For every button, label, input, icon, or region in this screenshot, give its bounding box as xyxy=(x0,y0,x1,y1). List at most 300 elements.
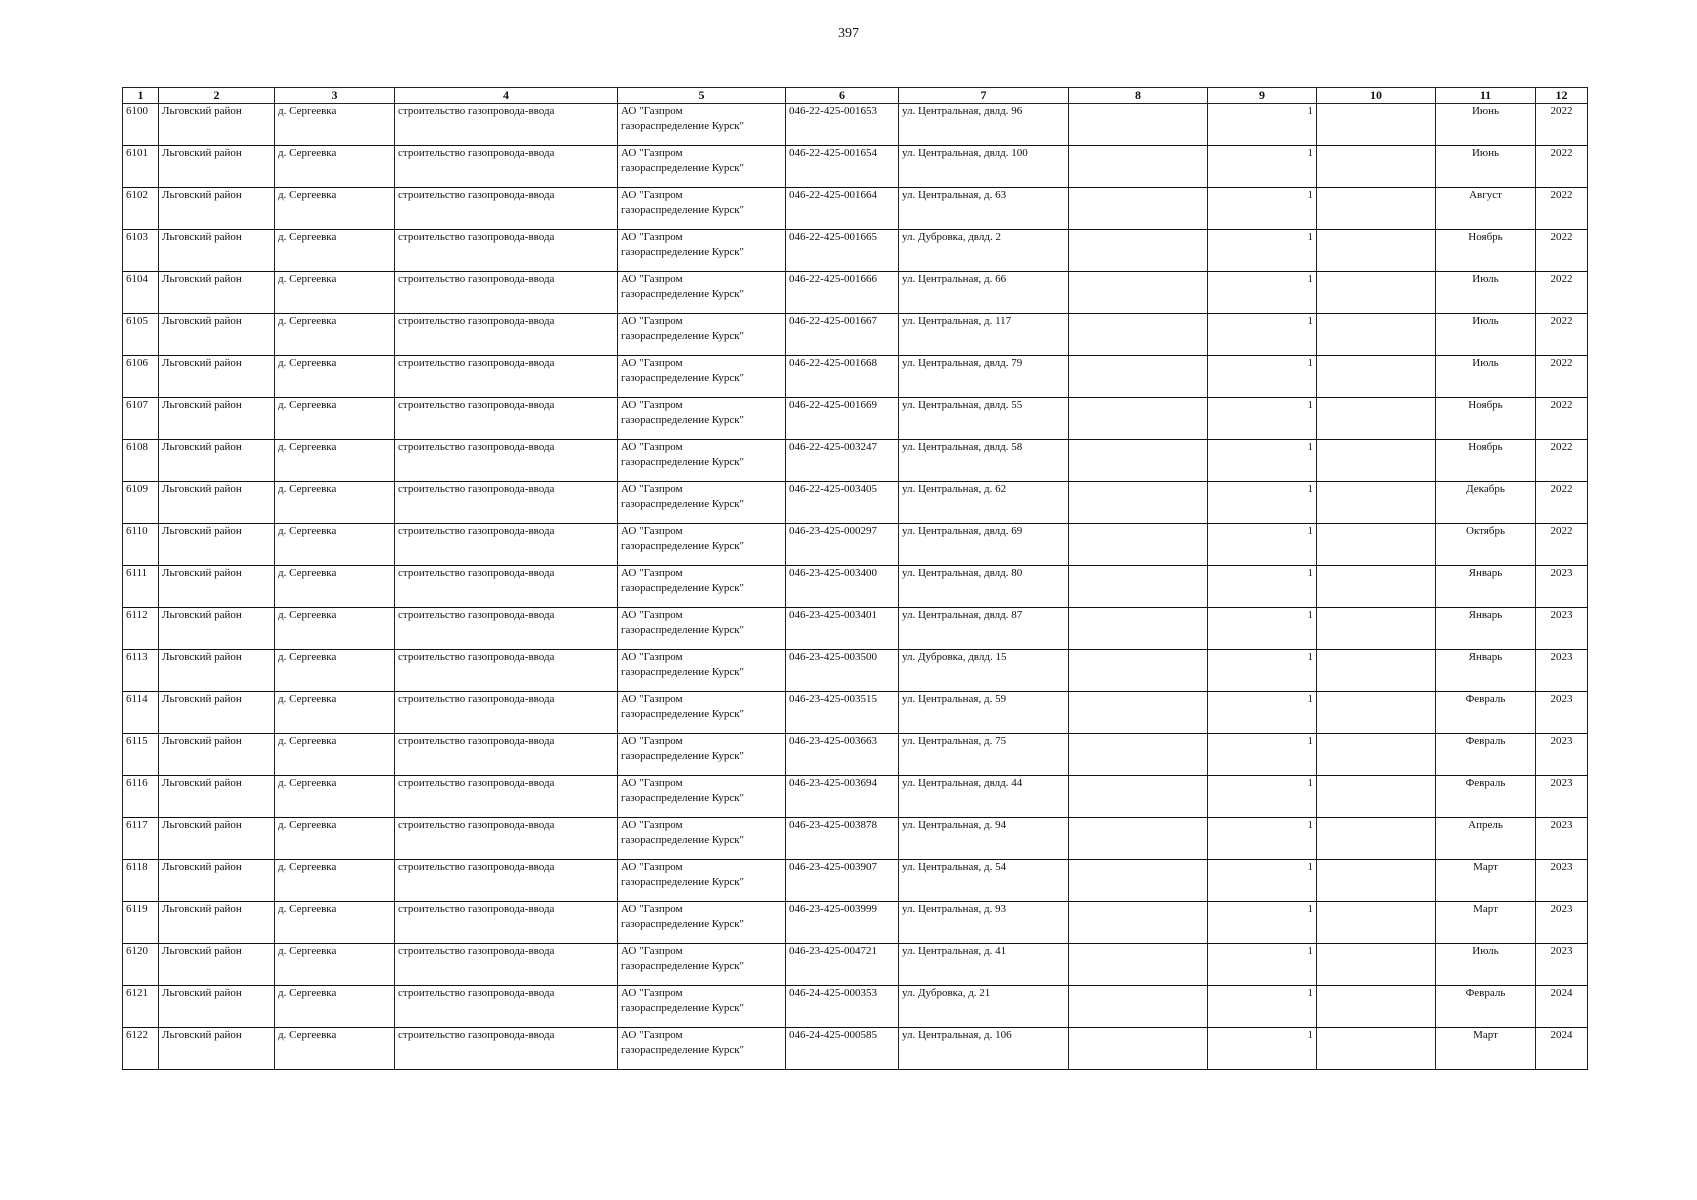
organization-line: газораспределение Курск" xyxy=(621,708,745,720)
object-code-cell: 046-23-425-003400 xyxy=(786,566,899,608)
object-code-cell: 046-22-425-001654 xyxy=(786,146,899,188)
locality-cell: д. Сергеевка xyxy=(275,398,395,440)
quantity-cell: 1 xyxy=(1208,860,1317,902)
column-10-cell xyxy=(1317,524,1436,566)
month-cell: Январь xyxy=(1436,608,1536,650)
locality-cell: д. Сергеевка xyxy=(275,944,395,986)
year-cell: 2022 xyxy=(1536,146,1588,188)
table-row xyxy=(123,902,1588,944)
column-10-cell xyxy=(1317,1028,1436,1070)
work-type-cell: строительство газопровода-ввода xyxy=(395,398,618,440)
work-type-cell: строительство газопровода-ввода xyxy=(395,986,618,1028)
row-number-cell: 6121 xyxy=(123,986,159,1028)
organization-line: АО "Газпром xyxy=(621,651,683,663)
column-10-cell xyxy=(1317,230,1436,272)
district-cell: Льговский район xyxy=(159,272,275,314)
month-cell: Ноябрь xyxy=(1436,440,1536,482)
table-row xyxy=(123,482,1588,524)
district-cell: Льговский район xyxy=(159,776,275,818)
quantity-cell: 1 xyxy=(1208,1028,1317,1070)
address-cell: ул. Центральная, двлд. 55 xyxy=(899,398,1069,440)
address-cell: ул. Центральная, д. 66 xyxy=(899,272,1069,314)
district-cell: Льговский район xyxy=(159,902,275,944)
month-cell: Ноябрь xyxy=(1436,398,1536,440)
organization-line: газораспределение Курск" xyxy=(621,414,745,426)
year-cell: 2024 xyxy=(1536,1028,1588,1070)
work-type-cell: строительство газопровода-ввода xyxy=(395,272,618,314)
quantity-cell: 1 xyxy=(1208,566,1317,608)
month-cell: Декабрь xyxy=(1436,482,1536,524)
organization-cell xyxy=(618,776,786,818)
table-row xyxy=(123,986,1588,1028)
year-cell: 2022 xyxy=(1536,356,1588,398)
object-code-cell: 046-23-425-003401 xyxy=(786,608,899,650)
column-8-cell xyxy=(1069,860,1208,902)
organization-cell xyxy=(618,230,786,272)
organization-line: газораспределение Курск" xyxy=(621,204,745,216)
organization-line: газораспределение Курск" xyxy=(621,372,745,384)
row-number-cell: 6119 xyxy=(123,902,159,944)
address-cell: ул. Центральная, д. 94 xyxy=(899,818,1069,860)
organization-line: газораспределение Курск" xyxy=(621,960,745,972)
table-row xyxy=(123,734,1588,776)
column-8-cell xyxy=(1069,734,1208,776)
row-number-cell: 6110 xyxy=(123,524,159,566)
organization-line: АО "Газпром xyxy=(621,861,683,873)
organization-line: АО "Газпром xyxy=(621,231,683,243)
organization-line: газораспределение Курск" xyxy=(621,834,745,846)
column-header: 4 xyxy=(395,88,618,104)
organization-line: АО "Газпром xyxy=(621,441,683,453)
organization-cell xyxy=(618,944,786,986)
column-10-cell xyxy=(1317,734,1436,776)
quantity-cell: 1 xyxy=(1208,650,1317,692)
table-row xyxy=(123,314,1588,356)
column-10-cell xyxy=(1317,692,1436,734)
month-cell: Январь xyxy=(1436,566,1536,608)
table-row xyxy=(123,440,1588,482)
organization-cell xyxy=(618,272,786,314)
work-type-cell: строительство газопровода-ввода xyxy=(395,608,618,650)
column-8-cell xyxy=(1069,650,1208,692)
organization-cell xyxy=(618,482,786,524)
district-cell: Льговский район xyxy=(159,398,275,440)
organization-line: газораспределение Курск" xyxy=(621,162,745,174)
address-cell: ул. Центральная, д. 117 xyxy=(899,314,1069,356)
district-cell: Льговский район xyxy=(159,860,275,902)
district-cell: Льговский район xyxy=(159,482,275,524)
address-cell: ул. Центральная, двлд. 79 xyxy=(899,356,1069,398)
month-cell: Март xyxy=(1436,1028,1536,1070)
district-cell: Льговский район xyxy=(159,314,275,356)
quantity-cell: 1 xyxy=(1208,314,1317,356)
row-number-cell: 6112 xyxy=(123,608,159,650)
object-code-cell: 046-22-425-003247 xyxy=(786,440,899,482)
organization-line: газораспределение Курск" xyxy=(621,1044,745,1056)
object-code-cell: 046-23-425-003500 xyxy=(786,650,899,692)
organization-line: АО "Газпром xyxy=(621,147,683,159)
district-cell: Льговский район xyxy=(159,440,275,482)
organization-line: АО "Газпром xyxy=(621,357,683,369)
locality-cell: д. Сергеевка xyxy=(275,608,395,650)
organization-line: АО "Газпром xyxy=(621,609,683,621)
object-code-cell: 046-23-425-003515 xyxy=(786,692,899,734)
organization-line: АО "Газпром xyxy=(621,903,683,915)
work-type-cell: строительство газопровода-ввода xyxy=(395,146,618,188)
organization-cell xyxy=(618,314,786,356)
column-10-cell xyxy=(1317,818,1436,860)
organization-line: АО "Газпром xyxy=(621,315,683,327)
organization-line: АО "Газпром xyxy=(621,777,683,789)
locality-cell: д. Сергеевка xyxy=(275,314,395,356)
month-cell: Февраль xyxy=(1436,776,1536,818)
month-cell: Апрель xyxy=(1436,818,1536,860)
object-code-cell: 046-23-425-000297 xyxy=(786,524,899,566)
district-cell: Льговский район xyxy=(159,566,275,608)
column-10-cell xyxy=(1317,356,1436,398)
register-table xyxy=(122,87,1588,1070)
object-code-cell: 046-22-425-001653 xyxy=(786,104,899,146)
row-number-cell: 6100 xyxy=(123,104,159,146)
quantity-cell: 1 xyxy=(1208,818,1317,860)
work-type-cell: строительство газопровода-ввода xyxy=(395,1028,618,1070)
organization-line: АО "Газпром xyxy=(621,189,683,201)
district-cell: Льговский район xyxy=(159,104,275,146)
row-number-cell: 6118 xyxy=(123,860,159,902)
column-8-cell xyxy=(1069,188,1208,230)
organization-cell xyxy=(618,356,786,398)
year-cell: 2023 xyxy=(1536,902,1588,944)
row-number-cell: 6101 xyxy=(123,146,159,188)
column-header: 9 xyxy=(1208,88,1317,104)
district-cell: Льговский район xyxy=(159,986,275,1028)
object-code-cell: 046-24-425-000585 xyxy=(786,1028,899,1070)
column-8-cell xyxy=(1069,356,1208,398)
district-cell: Льговский район xyxy=(159,944,275,986)
organization-line: газораспределение Курск" xyxy=(621,876,745,888)
year-cell: 2023 xyxy=(1536,734,1588,776)
work-type-cell: строительство газопровода-ввода xyxy=(395,230,618,272)
object-code-cell: 046-23-425-003694 xyxy=(786,776,899,818)
address-cell: ул. Центральная, д. 54 xyxy=(899,860,1069,902)
organization-line: газораспределение Курск" xyxy=(621,330,745,342)
work-type-cell: строительство газопровода-ввода xyxy=(395,188,618,230)
work-type-cell: строительство газопровода-ввода xyxy=(395,104,618,146)
row-number-cell: 6102 xyxy=(123,188,159,230)
column-8-cell xyxy=(1069,944,1208,986)
organization-line: АО "Газпром xyxy=(621,945,683,957)
object-code-cell: 046-23-425-003878 xyxy=(786,818,899,860)
table-row xyxy=(123,104,1588,146)
row-number-cell: 6103 xyxy=(123,230,159,272)
row-number-cell: 6117 xyxy=(123,818,159,860)
organization-line: газораспределение Курск" xyxy=(621,246,745,258)
work-type-cell: строительство газопровода-ввода xyxy=(395,776,618,818)
organization-line: газораспределение Курск" xyxy=(621,918,745,930)
object-code-cell: 046-22-425-001666 xyxy=(786,272,899,314)
table-row xyxy=(123,650,1588,692)
address-cell: ул. Центральная, д. 106 xyxy=(899,1028,1069,1070)
table-row xyxy=(123,188,1588,230)
work-type-cell: строительство газопровода-ввода xyxy=(395,356,618,398)
quantity-cell: 1 xyxy=(1208,440,1317,482)
locality-cell: д. Сергеевка xyxy=(275,230,395,272)
address-cell: ул. Центральная, двлд. 100 xyxy=(899,146,1069,188)
locality-cell: д. Сергеевка xyxy=(275,146,395,188)
address-cell: ул. Дубровка, д. 21 xyxy=(899,986,1069,1028)
column-8-cell xyxy=(1069,692,1208,734)
organization-line: АО "Газпром xyxy=(621,567,683,579)
address-cell: ул. Дубровка, двлд. 2 xyxy=(899,230,1069,272)
quantity-cell: 1 xyxy=(1208,734,1317,776)
district-cell: Льговский район xyxy=(159,524,275,566)
column-8-cell xyxy=(1069,566,1208,608)
organization-line: АО "Газпром xyxy=(621,273,683,285)
column-8-cell xyxy=(1069,986,1208,1028)
object-code-cell: 046-24-425-000353 xyxy=(786,986,899,1028)
object-code-cell: 046-22-425-001667 xyxy=(786,314,899,356)
work-type-cell: строительство газопровода-ввода xyxy=(395,314,618,356)
column-10-cell xyxy=(1317,482,1436,524)
district-cell: Льговский район xyxy=(159,188,275,230)
quantity-cell: 1 xyxy=(1208,986,1317,1028)
address-cell: ул. Центральная, д. 75 xyxy=(899,734,1069,776)
address-cell: ул. Центральная, двлд. 96 xyxy=(899,104,1069,146)
address-cell: ул. Центральная, д. 59 xyxy=(899,692,1069,734)
quantity-cell: 1 xyxy=(1208,230,1317,272)
object-code-cell: 046-22-425-001668 xyxy=(786,356,899,398)
year-cell: 2023 xyxy=(1536,566,1588,608)
month-cell: Июнь xyxy=(1436,146,1536,188)
row-number-cell: 6107 xyxy=(123,398,159,440)
organization-cell xyxy=(618,146,786,188)
organization-line: АО "Газпром xyxy=(621,735,683,747)
organization-cell xyxy=(618,902,786,944)
address-cell: ул. Центральная, д. 62 xyxy=(899,482,1069,524)
column-header: 7 xyxy=(899,88,1069,104)
month-cell: Июль xyxy=(1436,314,1536,356)
locality-cell: д. Сергеевка xyxy=(275,902,395,944)
row-number-cell: 6115 xyxy=(123,734,159,776)
column-header: 6 xyxy=(786,88,899,104)
row-number-cell: 6120 xyxy=(123,944,159,986)
row-number-cell: 6111 xyxy=(123,566,159,608)
column-header: 5 xyxy=(618,88,786,104)
year-cell: 2022 xyxy=(1536,524,1588,566)
table-row xyxy=(123,524,1588,566)
address-cell: ул. Центральная, двлд. 87 xyxy=(899,608,1069,650)
column-header: 2 xyxy=(159,88,275,104)
month-cell: Октябрь xyxy=(1436,524,1536,566)
table-row xyxy=(123,818,1588,860)
organization-cell xyxy=(618,398,786,440)
work-type-cell: строительство газопровода-ввода xyxy=(395,482,618,524)
column-8-cell xyxy=(1069,230,1208,272)
column-8-cell xyxy=(1069,608,1208,650)
organization-line: АО "Газпром xyxy=(621,525,683,537)
column-header: 10 xyxy=(1317,88,1436,104)
quantity-cell: 1 xyxy=(1208,524,1317,566)
quantity-cell: 1 xyxy=(1208,146,1317,188)
year-cell: 2024 xyxy=(1536,986,1588,1028)
year-cell: 2023 xyxy=(1536,944,1588,986)
column-10-cell xyxy=(1317,650,1436,692)
object-code-cell: 046-22-425-001664 xyxy=(786,188,899,230)
year-cell: 2022 xyxy=(1536,398,1588,440)
quantity-cell: 1 xyxy=(1208,356,1317,398)
organization-line: газораспределение Курск" xyxy=(621,498,745,510)
organization-line: АО "Газпром xyxy=(621,399,683,411)
district-cell: Льговский район xyxy=(159,230,275,272)
organization-line: АО "Газпром xyxy=(621,483,683,495)
organization-cell xyxy=(618,1028,786,1070)
work-type-cell: строительство газопровода-ввода xyxy=(395,902,618,944)
column-8-cell xyxy=(1069,440,1208,482)
organization-line: АО "Газпром xyxy=(621,105,683,117)
column-header: 11 xyxy=(1436,88,1536,104)
work-type-cell: строительство газопровода-ввода xyxy=(395,650,618,692)
month-cell: Февраль xyxy=(1436,986,1536,1028)
month-cell: Март xyxy=(1436,860,1536,902)
column-10-cell xyxy=(1317,314,1436,356)
district-cell: Льговский район xyxy=(159,650,275,692)
organization-cell xyxy=(618,650,786,692)
quantity-cell: 1 xyxy=(1208,776,1317,818)
table-row xyxy=(123,230,1588,272)
organization-cell xyxy=(618,608,786,650)
row-number-cell: 6116 xyxy=(123,776,159,818)
column-10-cell xyxy=(1317,860,1436,902)
locality-cell: д. Сергеевка xyxy=(275,1028,395,1070)
work-type-cell: строительство газопровода-ввода xyxy=(395,440,618,482)
month-cell: Февраль xyxy=(1436,734,1536,776)
row-number-cell: 6104 xyxy=(123,272,159,314)
column-10-cell xyxy=(1317,566,1436,608)
row-number-cell: 6108 xyxy=(123,440,159,482)
row-number-cell: 6109 xyxy=(123,482,159,524)
column-8-cell xyxy=(1069,524,1208,566)
year-cell: 2023 xyxy=(1536,692,1588,734)
organization-cell xyxy=(618,524,786,566)
district-cell: Льговский район xyxy=(159,818,275,860)
work-type-cell: строительство газопровода-ввода xyxy=(395,944,618,986)
object-code-cell: 046-22-425-003405 xyxy=(786,482,899,524)
month-cell: Февраль xyxy=(1436,692,1536,734)
month-cell: Июнь xyxy=(1436,104,1536,146)
column-8-cell xyxy=(1069,1028,1208,1070)
object-code-cell: 046-23-425-003663 xyxy=(786,734,899,776)
quantity-cell: 1 xyxy=(1208,104,1317,146)
quantity-cell: 1 xyxy=(1208,608,1317,650)
address-cell: ул. Дубровка, двлд. 15 xyxy=(899,650,1069,692)
year-cell: 2023 xyxy=(1536,608,1588,650)
year-cell: 2023 xyxy=(1536,818,1588,860)
organization-cell xyxy=(618,104,786,146)
table-row xyxy=(123,566,1588,608)
column-10-cell xyxy=(1317,608,1436,650)
locality-cell: д. Сергеевка xyxy=(275,734,395,776)
column-8-cell xyxy=(1069,104,1208,146)
year-cell: 2022 xyxy=(1536,188,1588,230)
table-row xyxy=(123,860,1588,902)
table-row xyxy=(123,272,1588,314)
column-header: 1 xyxy=(123,88,159,104)
organization-cell xyxy=(618,860,786,902)
work-type-cell: строительство газопровода-ввода xyxy=(395,734,618,776)
address-cell: ул. Центральная, д. 63 xyxy=(899,188,1069,230)
year-cell: 2023 xyxy=(1536,860,1588,902)
table-row xyxy=(123,356,1588,398)
column-10-cell xyxy=(1317,104,1436,146)
locality-cell: д. Сергеевка xyxy=(275,860,395,902)
year-cell: 2022 xyxy=(1536,482,1588,524)
organization-line: газораспределение Курск" xyxy=(621,1002,745,1014)
column-10-cell xyxy=(1317,398,1436,440)
quantity-cell: 1 xyxy=(1208,944,1317,986)
locality-cell: д. Сергеевка xyxy=(275,818,395,860)
quantity-cell: 1 xyxy=(1208,272,1317,314)
organization-line: газораспределение Курск" xyxy=(621,288,745,300)
table-row xyxy=(123,944,1588,986)
row-number-cell: 6105 xyxy=(123,314,159,356)
district-cell: Льговский район xyxy=(159,734,275,776)
address-cell: ул. Центральная, д. 93 xyxy=(899,902,1069,944)
table-row xyxy=(123,776,1588,818)
column-number-header-row xyxy=(123,88,1588,104)
locality-cell: д. Сергеевка xyxy=(275,524,395,566)
organization-line: газораспределение Курск" xyxy=(621,582,745,594)
column-10-cell xyxy=(1317,272,1436,314)
year-cell: 2023 xyxy=(1536,650,1588,692)
address-cell: ул. Центральная, двлд. 44 xyxy=(899,776,1069,818)
column-10-cell xyxy=(1317,440,1436,482)
organization-line: газораспределение Курск" xyxy=(621,456,745,468)
organization-line: газораспределение Курск" xyxy=(621,540,745,552)
column-10-cell xyxy=(1317,986,1436,1028)
column-10-cell xyxy=(1317,944,1436,986)
district-cell: Льговский район xyxy=(159,608,275,650)
district-cell: Льговский район xyxy=(159,1028,275,1070)
locality-cell: д. Сергеевка xyxy=(275,188,395,230)
column-10-cell xyxy=(1317,188,1436,230)
locality-cell: д. Сергеевка xyxy=(275,482,395,524)
organization-cell xyxy=(618,188,786,230)
column-8-cell xyxy=(1069,314,1208,356)
year-cell: 2022 xyxy=(1536,440,1588,482)
year-cell: 2022 xyxy=(1536,314,1588,356)
month-cell: Июль xyxy=(1436,272,1536,314)
month-cell: Август xyxy=(1436,188,1536,230)
row-number-cell: 6122 xyxy=(123,1028,159,1070)
page-number: 397 xyxy=(838,26,859,41)
object-code-cell: 046-22-425-001669 xyxy=(786,398,899,440)
row-number-cell: 6106 xyxy=(123,356,159,398)
organization-line: газораспределение Курск" xyxy=(621,750,745,762)
quantity-cell: 1 xyxy=(1208,482,1317,524)
locality-cell: д. Сергеевка xyxy=(275,272,395,314)
organization-cell xyxy=(618,986,786,1028)
organization-cell xyxy=(618,566,786,608)
column-8-cell xyxy=(1069,146,1208,188)
column-8-cell xyxy=(1069,902,1208,944)
organization-line: газораспределение Курск" xyxy=(621,666,745,678)
column-8-cell xyxy=(1069,482,1208,524)
locality-cell: д. Сергеевка xyxy=(275,776,395,818)
address-cell: ул. Центральная, двлд. 58 xyxy=(899,440,1069,482)
organization-cell xyxy=(618,734,786,776)
work-type-cell: строительство газопровода-ввода xyxy=(395,692,618,734)
column-header: 8 xyxy=(1069,88,1208,104)
